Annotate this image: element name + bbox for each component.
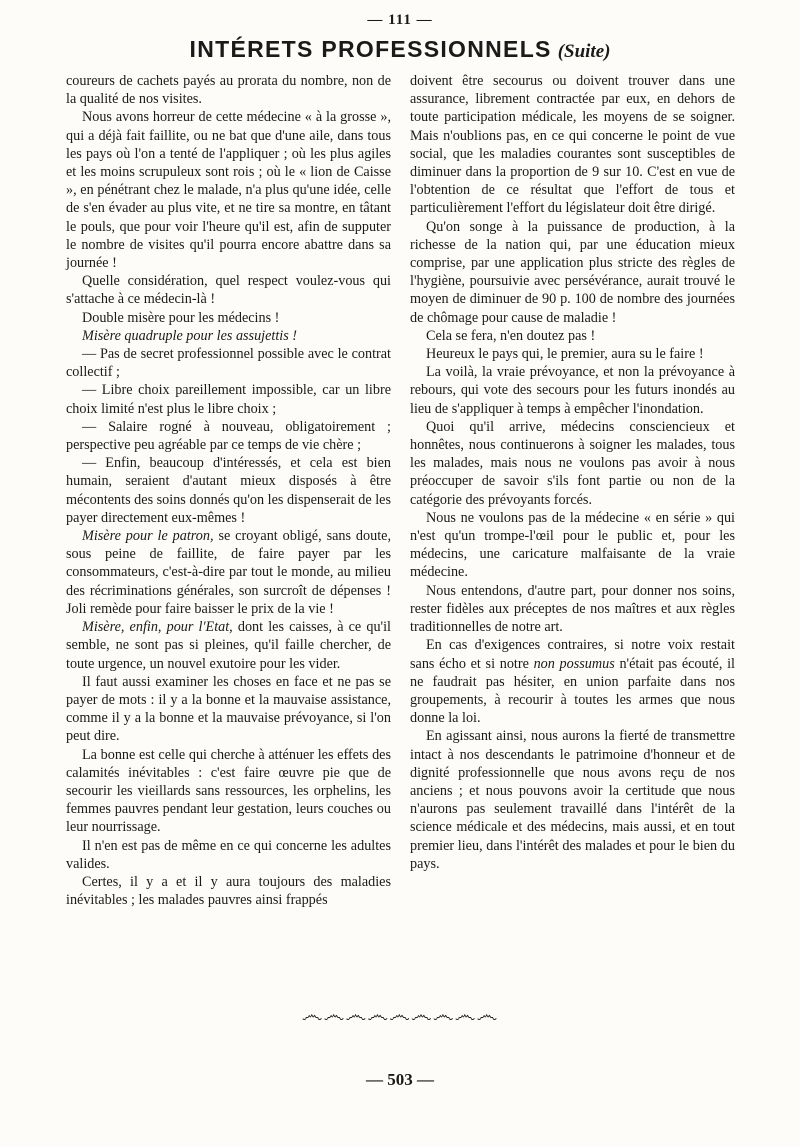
left-paragraph: Misère quadruple pour les assujettis ! [82,327,298,344]
page-title-suite: (Suite) [557,41,611,62]
left-paragraph: Double misère pour les médecins ! [82,309,280,326]
left-paragraph [66,618,391,673]
left-paragraph: La bonne est celle qui cherche à atténuer les effets des calamités inévitables : c'est faire œuvre pie que de secourir les vieillards sans ressources, les orphelins, les femmes pauvres pendant leur gestation, leurs couches ou leur nourrissage. [66,746,391,836]
left-paragraph [66,527,391,618]
left-paragraph: — Salaire rogné à nouveau, obligatoirement ; perspective peu agréable par ce temps de vie chère ; [66,418,391,454]
left-paragraph: Nous avons horreur de cette médecine « à la grosse », qui a déjà fait faillite, ou ne bat que d'une aile, dans tous les pays où l'on a tenté de l'appliquer ; où les plus agiles et les moins scrupuleux sont rois ; où le « lion de Caisse », en pénétrant chez le malade, n'a plus qu'une idée, celle de s'en évader au plus vite, et ne tire sa montre, en tâtant le pouls, que pour voir l'heure qu'il est, afin de supputer le nombre de visites qu'il pourra encore abattre dans sa journée ! [66,109,391,272]
emphasis-text: non possumus [533,655,615,672]
page-header [0,36,800,63]
left-paragraph: — Enfin, beaucoup d'intéressés, et cela est bien humain, seraient d'autant mieux disposés à être mécontents des soins donnés qu'on les dispenserait de les payer directement eux-mêmes ! [66,455,391,526]
paragraph-text: dont les caisses, à ce qu'il semble, ne sont pas si pleines, qu'il faille chercher, de toute urgence, un nouvel exutoire pour les vider. [66,619,391,672]
paragraph-text: se croyant obligé, sans doute, sous peine de faillite, de faire payer par les consommateurs, c'est-à-dire par tout le monde, au milieu des récriminations générales, son surcroît de dépenses ! Joli remède pour faire baisser le prix de la vie ! [66,528,391,617]
ornament-divider: ෴෴෴෴෴෴෴෴෴ [301,1002,499,1027]
right-paragraph: doivent être secourus ou doivent trouver dans une assurance, librement contractée par eux, en dehors de toute participation médicale, les moyens de se soigner. Mais n'oublions pas, en ce qui concerne le point de vue social, que les maladies courantes sont susceptibles de diminuer dans la proportion de 9 sur 10. C'est en vue de l'obtention de ce résultat que l'effort de tous et particulièrement l'effort du législateur doit être dirigé. [410,73,735,217]
left-paragraph: Quelle considération, quel respect voulez-vous qui s'attache à ce médecin-là ! [66,273,391,308]
right-paragraph: La voilà, la vraie prévoyance, et non la prévoyance à rebours, qui vote des secours pour les futurs inondés au lieu de s'appliquer à temps à empêcher l'inondation. [410,364,735,417]
right-paragraph: Cela se fera, n'en doutez pas ! [426,327,596,344]
right-paragraph: Qu'on songe à la puissance de production, à la richesse de la nation qui, par une éducation mieux comprise, par une application plus stricte des règles de l'hygiène, poursuivie avec persévérance, aurait trouvé le moyen de diminuer de 90 p. 100 de nombre des journées de chômage pour cause de maladie ! [410,218,735,326]
paragraph-text: n'était pas écouté, il ne faudrait pas hésiter, en union parfaite dans nos groupements, à recourir à toutes les armes que nous donne la loi. [410,655,735,727]
page-title: INTÉRETS PROFESSIONNELS [189,36,552,62]
left-paragraph: Il faut aussi examiner les choses en face et ne pas se payer de mots : il y a la bonne et la mauvaise assistance, comme il y a la bonne et la mauvaise prévoyance, si l'on peut dire. [66,673,391,745]
emphasis-text: Misère pour le patron, [82,528,214,545]
emphasis-text: Misère, enfin, pour l'Etat, [82,619,233,636]
right-paragraph: Nous entendons, d'autre part, pour donner nos soins, rester fidèles aux préceptes de nos maîtres et aux règles traditionnelles de notre art. [410,582,735,636]
right-paragraph [410,636,735,727]
right-paragraph: En agissant ainsi, nous aurons la fierté de transmettre intact à nos descendants le patrimoine d'honneur et de dignité professionnelle que nous avons reçu de nos anciens ; et nous pouvons avoir la certitude que nous n'aurons pas seulement travaillé dans l'intérêt de la science médicale et des médecins, mais aussi, et en tout premier lieu, dans l'intérêt des malades et pour le bien du pays. [410,728,735,872]
left-column [66,72,391,909]
footer-page-number: — 503 — [366,1070,434,1089]
right-paragraph: Nous ne voulons pas de la médecine « en série » qui n'est qu'un trompe-l'œil pour le public et, pour les médecins, une caricature malfaisante de la vraie médecine. [410,509,735,581]
right-paragraph: Quoi qu'il arrive, médecins consciencieux et honnêtes, nous continuerons à soigner les malades, tous les malades, mais nous ne voulons pas avoir à nous préoccuper de savoir s'ils font partie ou non de la catégorie des prévoyants forcés. [410,418,735,508]
left-paragraph: Certes, il y a et il y aura toujours des maladies inévitables ; les malades pauvres ainsi frappés [66,873,391,909]
left-paragraph: — Libre choix pareillement impossible, car un libre choix limité n'est plus le libre choix ; [66,382,391,417]
paragraph-text: En cas d'exigences contraires, si notre voix restait sans écho et si notre [410,637,735,672]
right-column [410,72,735,873]
left-paragraph: — Pas de secret professionnel possible avec le contrat collectif ; [66,346,391,381]
right-paragraph: Heureux le pays qui, le premier, aura su le faire ! [426,346,704,363]
top-page-number: — 111 — [367,12,433,28]
left-paragraph: coureurs de cachets payés au prorata du nombre, non de la qualité de nos visites. [66,73,391,108]
left-paragraph: Il n'en est pas de même en ce qui concerne les adultes valides. [66,837,391,872]
